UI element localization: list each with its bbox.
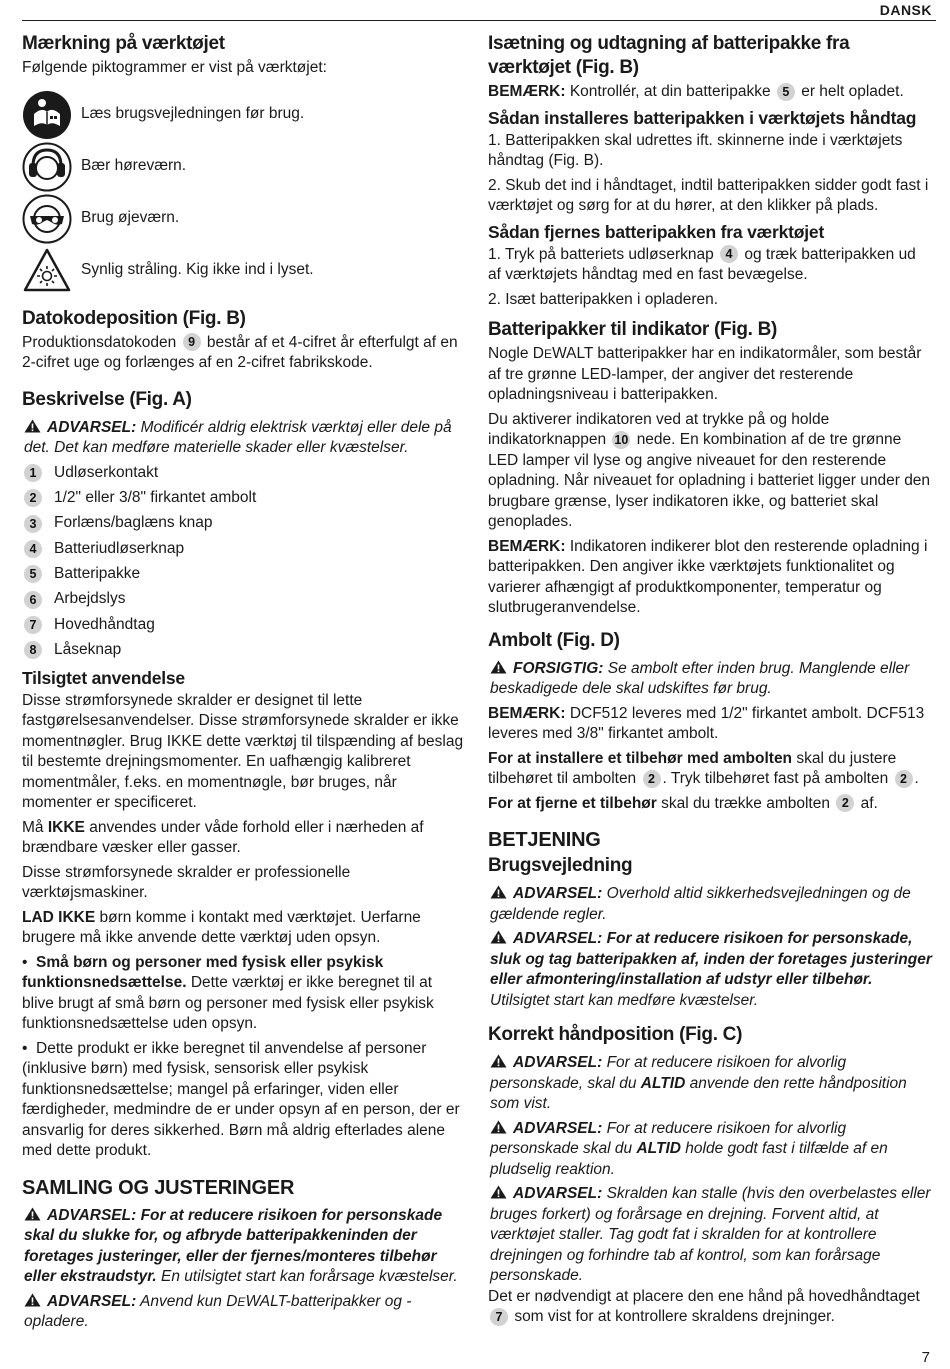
- list-item: [22, 562, 464, 587]
- warning-label: ADVARSEL:: [513, 1119, 603, 1137]
- page-number: 7: [921, 1349, 930, 1366]
- eye-protection-icon: [22, 194, 72, 244]
- text-span: anvendes under våde forhold eller i nærheden af brændbare væsker eller gasser.: [22, 818, 424, 857]
- list-item: [22, 461, 464, 486]
- text-span: Kontrollér, at din batteripakke: [569, 83, 771, 100]
- warning-text: Utilsigtet start kan medføre kvæstelser.: [490, 991, 759, 1009]
- text-span: Dette produkt er ikke beregnet til anvendelse af personer (inklusive børn) med fysisk, sensorisk eller psykisk funktionsnedsættelse; mangel på erfaringer, viden eller færdigheder, medmindre de er under opsyn af en person, der er ansvarlig for deres sikkerhed. Børn må aldrig efterlades alene med dette produkt.: [22, 1039, 460, 1160]
- read-manual-icon: [22, 90, 72, 140]
- anvil-title: Ambolt (Fig. D): [488, 629, 620, 651]
- pictogram-read-manual: [22, 89, 464, 141]
- install-step-1: 1. Batteripakken skal udrettes ift. skinnerne inde i værktøjets håndtag (Fig. B).: [488, 131, 903, 169]
- text-span: Anvend kun D: [140, 1292, 238, 1310]
- anvil-install: [488, 749, 933, 790]
- indicator-title: Batteripakker til indikator (Fig. B): [488, 319, 778, 340]
- operation-title: BETJENING: [488, 829, 601, 851]
- intended-use-p4: [22, 908, 464, 949]
- text-span: E: [237, 1294, 246, 1309]
- warning-label: ADVARSEL:: [47, 418, 137, 436]
- text-span: WALT-batteripakker og -opladere.: [24, 1292, 412, 1331]
- text-span: nede. En kombination af de tre grønne LED lamper vil lyse og angive niveauet for den resterende opladning. Når niveauet for opladning i batteriet ligger under den brugbare grænse, lyser indikatoren ikke, og batteriet skal genoplades.: [488, 431, 931, 530]
- caution-label: FORSIGTIG:: [513, 659, 604, 677]
- intended-use-p1: Disse strømforsynede skralder er designet til lette fastgørelsesanvendelser. Disse strømforsynede skralder er ikke momentnøgler. Brug IKKE dette værktøj til tilspænding af beslag til bestemte drejningsmomenter. En uafhængig kalibreret momentmåler, f.eks. en momentnøgle, bør bruges, når momenter er specificeret.: [22, 691, 464, 812]
- install-step-2: 2. Skub det ind i håndtaget, indtil batteripakken sidder godt fast i værktøjet og sørg for at du hører, at den klikker på plads.: [488, 176, 929, 214]
- marking-intro: Følgende piktogrammer er vist på værktøjet:: [22, 59, 327, 76]
- indicator-p1: [488, 344, 933, 406]
- battery-insert-title: Isætning og udtagning af batteripakke fra værktøjet (Fig. B): [488, 33, 850, 78]
- pictogram-label: Brug øjeværn.: [81, 209, 180, 227]
- part-number-badge: 5: [777, 83, 795, 101]
- part-number-badge: 2: [836, 794, 854, 812]
- anvil-remove: [488, 794, 933, 815]
- assembly-warning-1: [22, 1206, 464, 1288]
- pictogram-visible-radiation: [22, 245, 464, 297]
- intended-use-p3: Disse strømforsynede skralder er professionelle værktøjsmaskiner.: [22, 863, 351, 902]
- hand-position-warning-1: [488, 1053, 933, 1115]
- operation-warning-1: [488, 884, 933, 925]
- remove-step-1: [488, 245, 933, 286]
- part-number-badge: 9: [183, 333, 201, 351]
- part-number-badge: 4: [24, 540, 42, 558]
- text-span: består af et 4-cifret år efterfulgt af en 2-cifret uge og forlænges af en 2-cifret fabrikskode.: [22, 333, 458, 371]
- part-label: Udløserkontakt: [54, 463, 159, 481]
- text-span: Nogle D: [488, 345, 544, 362]
- hand-position-warning-2: [488, 1119, 933, 1181]
- pictogram-eye-protection: [22, 193, 464, 245]
- part-number-badge: 2: [643, 770, 661, 788]
- operation-warning-2: [488, 929, 933, 1011]
- hand-position-warning-3: [488, 1184, 933, 1287]
- anvil-caution: [488, 659, 933, 700]
- list-item: [22, 486, 464, 511]
- warning-triangle-icon: [490, 660, 507, 674]
- text-span: For at installere et tilbehør med ambolten: [488, 749, 793, 767]
- hand-position-title: Korrekt håndposition (Fig. C): [488, 1024, 743, 1045]
- warning-triangle-icon: [24, 1293, 41, 1307]
- text-span: skal du justere tilbehøret til ambolten: [488, 749, 897, 787]
- note-label: BEMÆRK:: [488, 704, 566, 722]
- language-label: DANSK: [879, 2, 932, 18]
- warning-text: Overhold altid sikkerhedsvejledningen og de gældende regler.: [490, 885, 911, 923]
- text-span: af.: [860, 794, 878, 812]
- text-span: Du aktiverer indikatoren ved at trykke på og holde indikatorknappen: [488, 410, 830, 448]
- warning-triangle-icon: [24, 1207, 41, 1221]
- text-span: IKKE: [47, 818, 85, 836]
- text-span: børn komme i kontakt med værktøjet. Uerfarne brugere må ikke anvende dette værktøj uden opsyn.: [22, 908, 421, 947]
- text-span: ALTID: [636, 1140, 681, 1157]
- part-label: Forlæns/baglæns knap: [54, 514, 213, 532]
- assembly-title: SAMLING OG JUSTERINGER: [22, 1176, 295, 1199]
- warning-label: ADVARSEL:: [513, 1185, 603, 1202]
- list-item: [22, 638, 464, 663]
- marking-title: Mærkning på værktøjet: [22, 33, 225, 54]
- text-span: Dette værktøj er ikke beregnet til at blive brugt af små børn og personer med fysisk eller psykisk funktionsnedsættelse uden opsyn.: [22, 974, 434, 1033]
- text-span: For at reducere risikoen for alvorlig personskade, skal du: [490, 1054, 847, 1092]
- pictogram-ear-protection: [22, 141, 464, 193]
- text-span: LAD IKKE: [22, 908, 96, 926]
- install-title: Sådan installeres batteripakken i værktøjets håndtag: [488, 107, 917, 128]
- parts-list: [22, 461, 464, 663]
- warning-label: ADVARSEL:: [513, 1054, 603, 1071]
- text-span: anvende den rette håndposition som vist.: [490, 1074, 907, 1112]
- list-item: [22, 536, 464, 561]
- right-column: [488, 32, 933, 1332]
- part-number-badge: 6: [24, 591, 42, 609]
- header-rule: [22, 20, 936, 21]
- text-span: For at fjerne et tilbehør: [488, 794, 657, 812]
- intended-use-bullet-1: • Små børn og personer med fysisk eller psykisk funktionsnedsættelse. Dette værktøj er ikke beregnet til at blive brugt af små børn og personer med fysisk eller psykisk funktionsnedsættelse uden opsyn.: [22, 953, 434, 1033]
- text-span: Indikatoren indikerer blot den resterende opladning i batteripakken. Den angiver ikke værktøjets funktionalitet og varierer afhængigt af produktkomponenter, temperatur og slutbrugeranvendelse.: [488, 537, 928, 616]
- warning-triangle-icon: [490, 1120, 507, 1134]
- indicator-note: [488, 537, 933, 619]
- pictogram-label: Synlig stråling. Kig ikke ind i lyset.: [81, 261, 314, 279]
- battery-insert-note: [488, 82, 933, 103]
- part-number-badge: 2: [895, 770, 913, 788]
- warning-triangle-icon: [490, 1185, 507, 1199]
- part-label: Batteriudløserknap: [54, 539, 185, 557]
- text-span: 1. Tryk på batteriets udløserknap: [488, 245, 714, 263]
- warning-triangle-icon: [24, 419, 41, 433]
- visible-radiation-icon: [22, 246, 72, 296]
- text-span: Små børn og personer med fysisk eller psykisk funktionsnedsættelse.: [22, 953, 384, 992]
- text-span: Må: [22, 818, 44, 836]
- part-number-badge: 5: [24, 565, 42, 583]
- warning-text-bold: ADVARSEL: For at reducere risikoen for personskade, sluk og tag batteripakken af, inden der foretages justeringer eller afmontering/installation af udstyr eller tilbehør.: [490, 930, 932, 988]
- text-span: For at reducere risikoen for alvorlig personskade skal du: [490, 1119, 847, 1157]
- part-number-badge: 2: [24, 489, 42, 507]
- text-span: skal du trække ambolten: [661, 794, 830, 812]
- warning-label: ADVARSEL:: [47, 1292, 137, 1310]
- text-span: ALTID: [640, 1074, 686, 1092]
- part-number-badge: 8: [24, 641, 42, 659]
- left-column: [22, 32, 464, 1337]
- text-span: Produktionsdatokoden: [22, 333, 177, 351]
- warning-triangle-icon: [490, 1054, 507, 1068]
- text-span: WALT batteripakker har en indikatormåler, som består af tre grønne LED-lamper, der angiver det resterende opladningsniveau i batteripakken.: [488, 345, 922, 403]
- pictogram-label: Bær høreværn.: [81, 157, 187, 175]
- part-number-badge: 7: [490, 1308, 508, 1326]
- text-span: . Tryk tilbehøret fast på ambolten: [662, 770, 889, 787]
- remove-title: Sådan fjernes batteripakken fra værktøjet: [488, 221, 825, 242]
- warning-triangle-icon: [490, 885, 507, 899]
- part-number-badge: 4: [720, 245, 738, 263]
- note-label: BEMÆRK:: [488, 537, 566, 555]
- intended-use-bullet-2: • Dette produkt er ikke beregnet til anvendelse af personer (inklusive børn) med fysisk, sensorisk eller psykisk funktionsnedsættelse; mangel på erfaringer, viden eller færdigheder, medmindre de er under opsyn af en person, der er ansvarlig for deres sikkerhed. Børn må aldrig efterlades alene med dette produkt.: [22, 1039, 460, 1160]
- pictogram-label: Læs brugsvejledningen før brug.: [81, 105, 305, 123]
- description-warning: [22, 418, 464, 459]
- text-span: som vist for at kontrollere skraldens drejninger.: [514, 1308, 835, 1325]
- part-label: Arbejdslys: [54, 590, 126, 608]
- ear-protection-icon: [22, 142, 72, 192]
- warning-text: Skralden kan stalle (hvis den overbelastes eller bruges forkert) og forårsage en drejning. Forvent altid, at værktøjet staller. Tag godt fat i skralden for at kontrollere drejningen og forhindre tab af kontrol, som kan forårsage personskade.: [490, 1185, 931, 1284]
- hand-position-text: [488, 1287, 933, 1328]
- part-number-badge: 1: [24, 464, 42, 482]
- text-span: Det er nødvendigt at placere den ene hånd på hovedhåndtaget: [488, 1287, 920, 1305]
- datecode-text: [22, 333, 464, 374]
- operation-subtitle: Brugsvejledning: [488, 855, 633, 876]
- warning-label: ADVARSEL:: [513, 885, 603, 902]
- note-label: BEMÆRK:: [488, 83, 566, 100]
- text-span: er helt opladet.: [801, 83, 904, 100]
- list-item: [22, 587, 464, 612]
- part-label: Batteripakke: [54, 565, 141, 583]
- part-number-badge: 10: [612, 431, 630, 449]
- part-label: 1/2" eller 3/8" firkantet ambolt: [54, 489, 257, 507]
- list-item: [22, 612, 464, 637]
- part-number-badge: 3: [24, 515, 42, 533]
- datecode-title: Datokodeposition (Fig. B): [22, 307, 246, 329]
- remove-step-2: 2. Isæt batteripakken i opladeren.: [488, 290, 719, 308]
- intended-use-p2: [22, 818, 464, 859]
- warning-text: En utilsigtet start kan forårsage kvæstelser.: [161, 1268, 458, 1286]
- text-span: E: [544, 347, 553, 361]
- intended-use-title: Tilsigtet anvendelse: [22, 667, 185, 688]
- description-title: Beskrivelse (Fig. A): [22, 388, 192, 410]
- part-number-badge: 7: [24, 616, 42, 634]
- text-span: og træk batteripakken ud af værktøjets håndtag med en fast bevægelse.: [488, 245, 916, 283]
- text-span: DCF512 leveres med 1/2" firkantet ambolt. DCF513 leveres med 3/8" firkantet ambolt.: [488, 704, 925, 742]
- anvil-note: [488, 704, 933, 745]
- warning-text: Modificér aldrig elektrisk værktøj eller dele på det. Det kan medføre materielle skader eller kvæstelser.: [24, 418, 452, 456]
- indicator-p2: [488, 410, 933, 533]
- caution-text: Se ambolt efter inden brug. Manglende eller beskadigede dele skal udskiftes før brug.: [490, 659, 910, 697]
- text-span: holde godt fast i tilfælde af en pludselig reaktion.: [490, 1140, 888, 1178]
- assembly-warning-2: [22, 1292, 464, 1333]
- part-label: Låseknap: [54, 640, 122, 658]
- list-item: [22, 511, 464, 536]
- warning-text-bold: ADVARSEL: For at reducere risikoen for personskade skal du slukke for, og afbryde batteripakkeninden der foretages justeringer, eller der fjernes/monteres tilbehør eller ekstraudstyr.: [24, 1206, 443, 1286]
- text-span: .: [914, 770, 919, 787]
- part-label: Hovedhåndtag: [54, 615, 155, 633]
- warning-triangle-icon: [490, 930, 507, 944]
